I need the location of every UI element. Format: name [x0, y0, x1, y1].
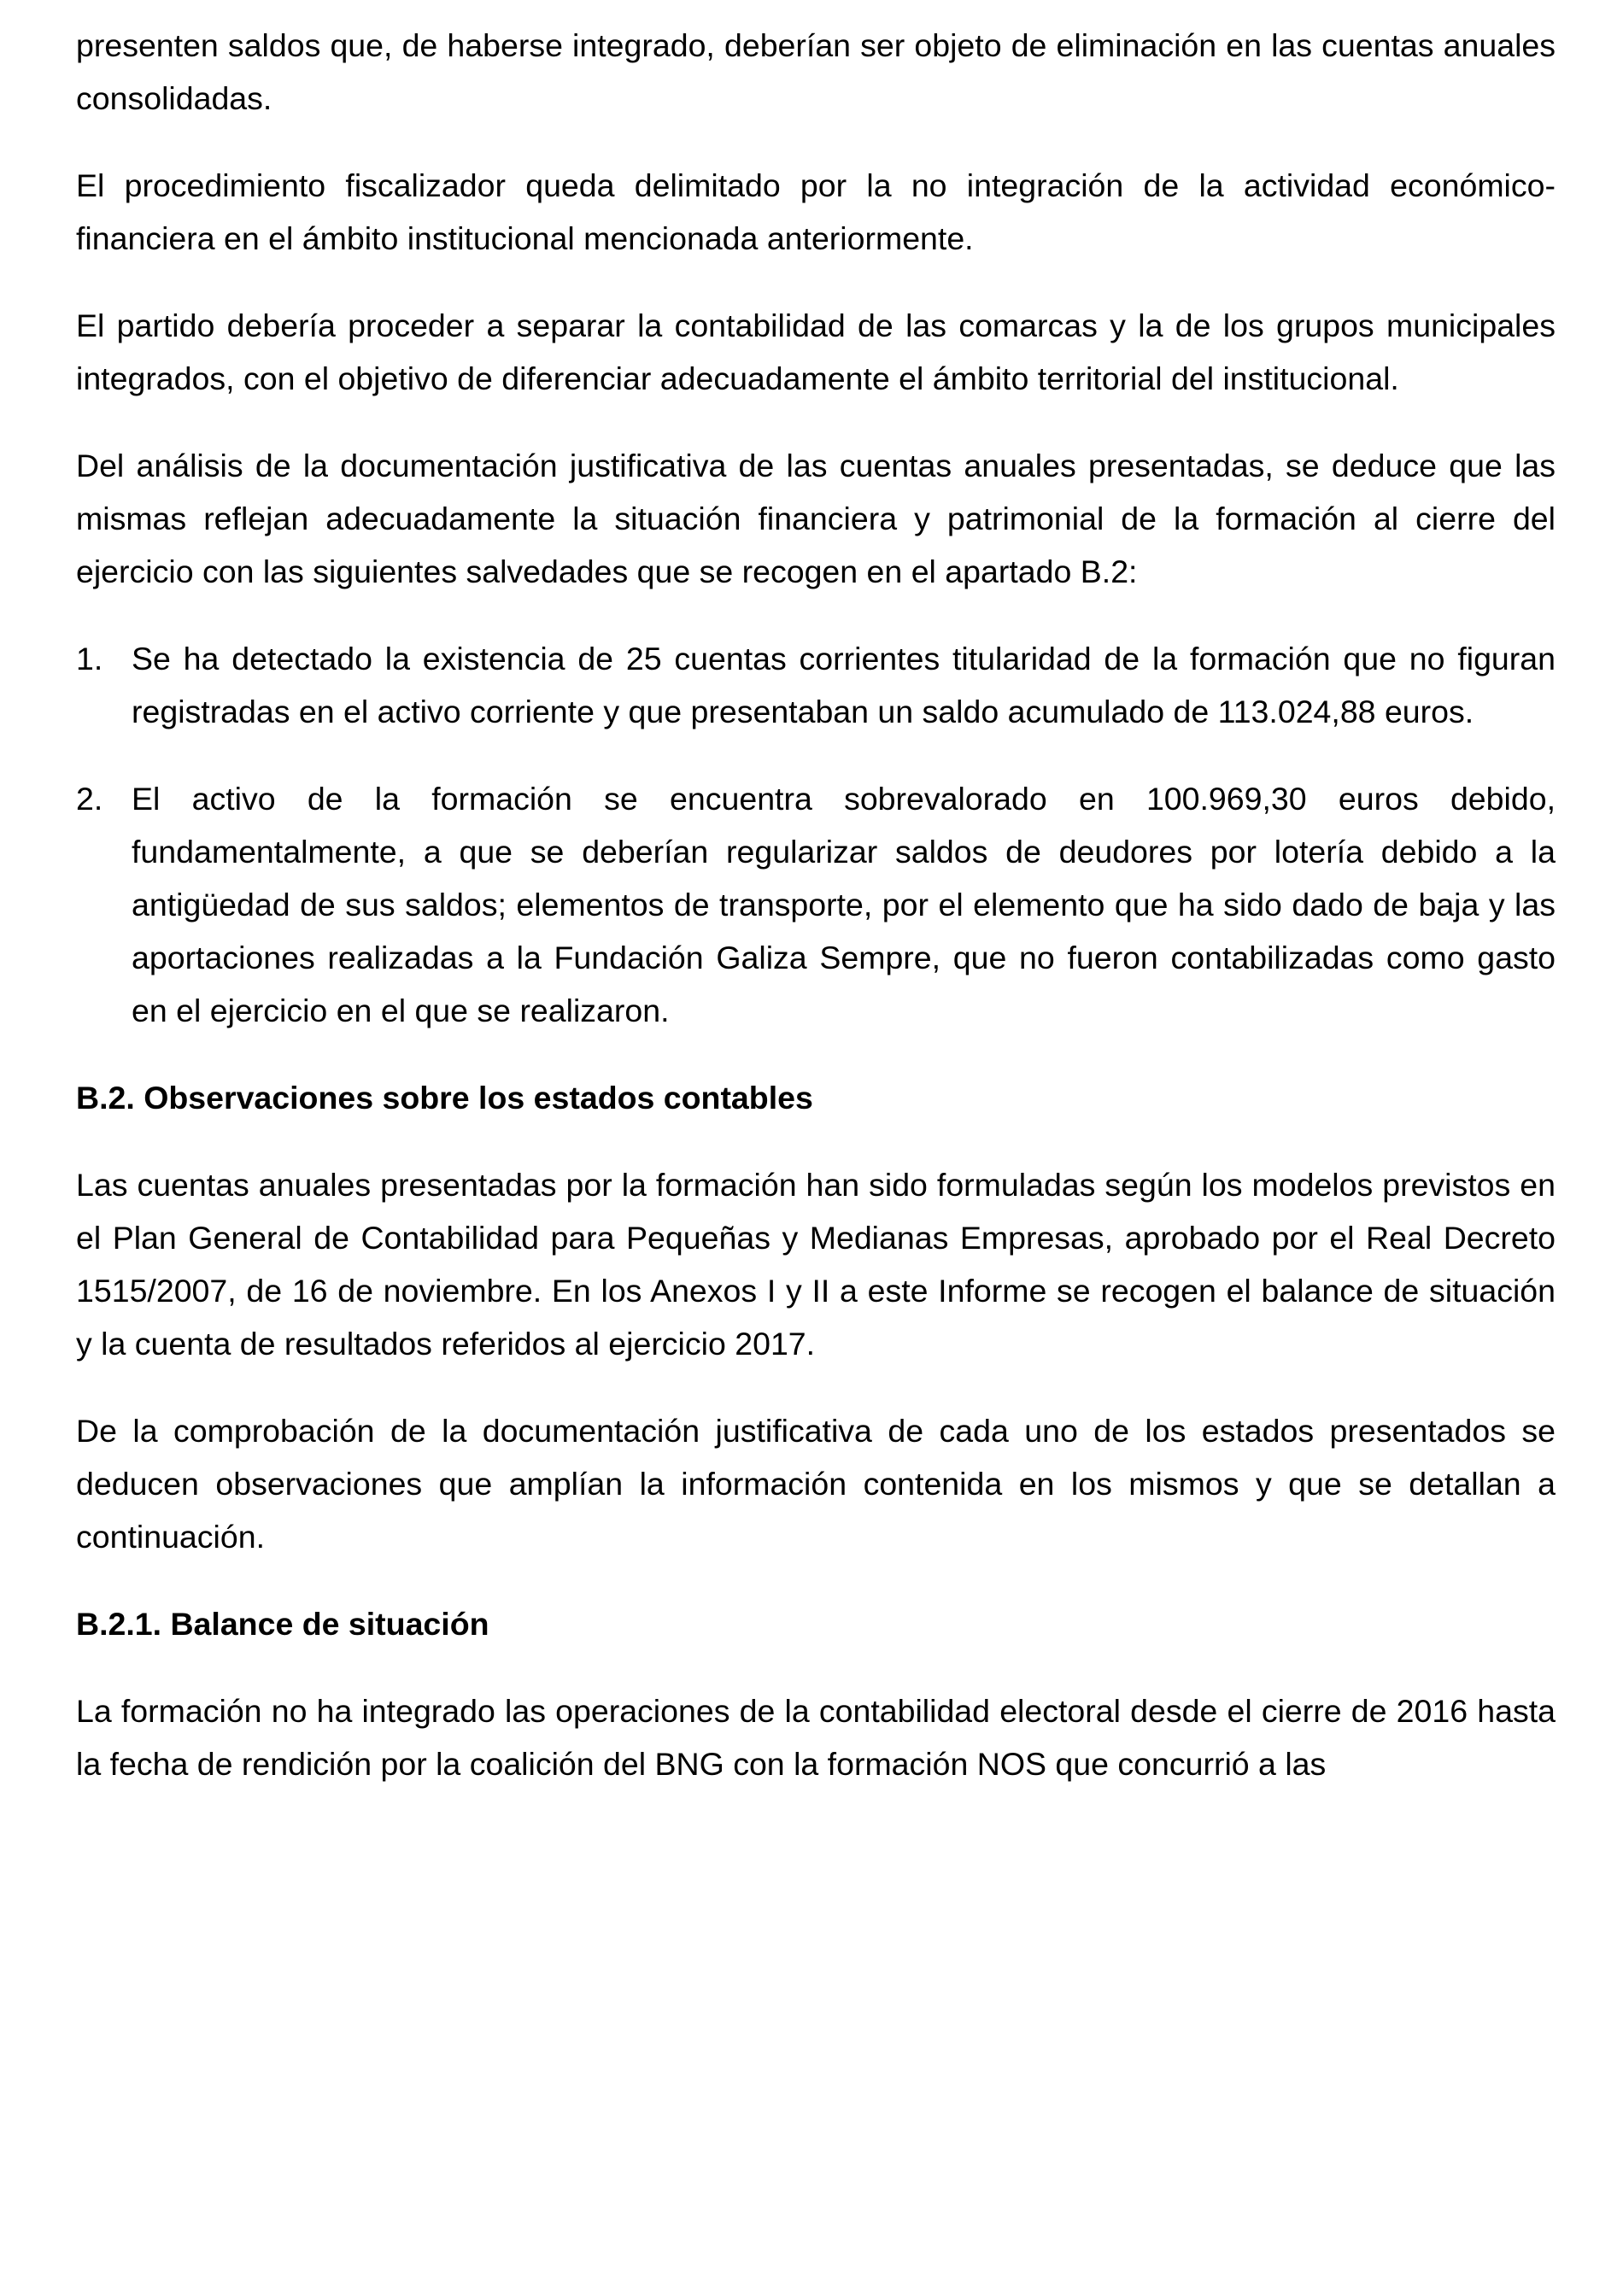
list-item-text: Se ha detectado la existencia de 25 cuentas corrientes titularidad de la formación que no figuran registradas en el activo corriente y que presentaban un saldo acumulado de 113.024,88 euros.	[132, 641, 1556, 729]
list-item	[76, 632, 1556, 738]
section-heading-b21: B.2.1. Balance de situación	[76, 1606, 489, 1642]
paragraph-scope: El procedimiento fiscalizador queda delimitado por la no integración de la actividad económico-financiera en el ámbito institucional mencionada anteriormente.	[76, 167, 1556, 256]
paragraph-observations: De la comprobación de la documentación justificativa de cada uno de los estados presentados se deducen observaciones que amplían la información contenida en los mismos y que se detallan a continuación.	[76, 1413, 1556, 1555]
list-item-number: 1.	[76, 641, 103, 676]
document-page	[76, 19, 1556, 1824]
paragraph-analysis: Del análisis de la documentación justificativa de las cuentas anuales presentadas, se deduce que las mismas reflejan adecuadamente la situación financiera y patrimonial de la formación al cierre del ejercicio con las siguientes salvedades que se recogen en el apartado B.2:	[76, 448, 1556, 589]
list-item-number: 2.	[76, 781, 103, 817]
list-item-text: El activo de la formación se encuentra sobrevalorado en 100.969,30 euros debido, fundamentalmente, a que se deberían regularizar saldos de deudores por lotería debido a la antigüedad de sus saldos; elementos de transporte, por el elemento que ha sido dado de baja y las aportaciones realizadas a la Fundación Galiza Sempre, que no fueron contabilizadas como gasto en el ejercicio en el que se realizaron.	[132, 781, 1556, 1028]
paragraph-consolidation: presenten saldos que, de haberse integrado, deberían ser objeto de eliminación en las cuentas anuales consolidadas.	[76, 27, 1556, 116]
paragraph-separation: El partido debería proceder a separar la contabilidad de las comarcas y la de los grupos municipales integrados, con el objetivo de diferenciar adecuadamente el ámbito territorial del institucional.	[76, 308, 1556, 396]
section-heading-b2: B.2. Observaciones sobre los estados contables	[76, 1080, 813, 1116]
paragraph-balance: La formación no ha integrado las operaciones de la contabilidad electoral desde el cierre de 2016 hasta la fecha de rendición por la coalición del BNG con la formación NOS que concurrió a las	[76, 1693, 1556, 1782]
salvedades-list	[76, 632, 1556, 1037]
paragraph-accounts-models: Las cuentas anuales presentadas por la formación han sido formuladas según los modelos previstos en el Plan General de Contabilidad para Pequeñas y Medianas Empresas, aprobado por el Real Decreto 1515/2007, de 16 de noviembre. En los Anexos I y II a este Informe se recogen el balance de situación y la cuenta de resultados referidos al ejercicio 2017.	[76, 1167, 1556, 1362]
list-item	[76, 772, 1556, 1037]
